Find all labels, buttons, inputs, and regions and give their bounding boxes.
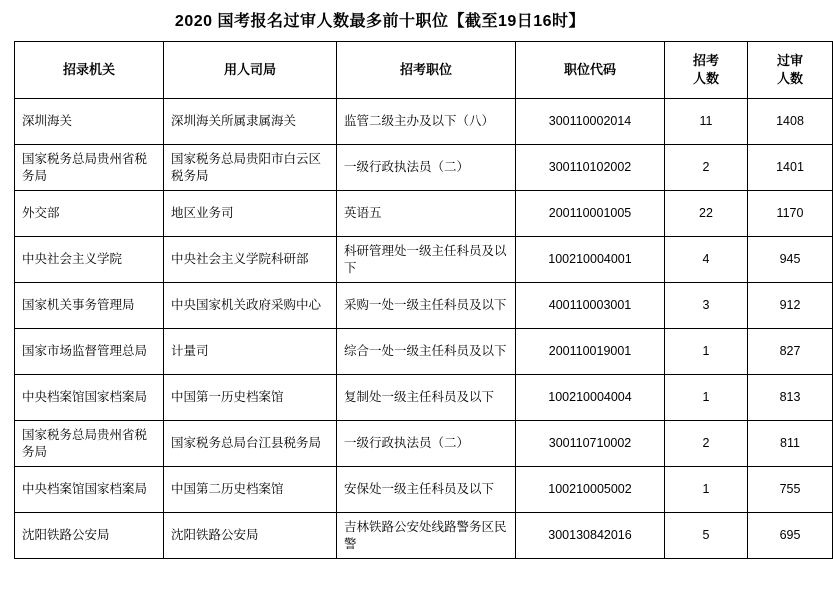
cell-recruit: 11: [665, 99, 748, 145]
cell-post: 安保处一级主任科员及以下: [337, 467, 516, 513]
table-row: [15, 375, 833, 421]
cell-post: 吉林铁路公安处线路警务区民警: [337, 513, 516, 559]
cell-org: 国家市场监督管理总局: [15, 329, 164, 375]
cell-code: 300110102002: [516, 145, 665, 191]
column-header-org: 招录机关: [15, 42, 164, 99]
cell-recruit: 2: [665, 421, 748, 467]
cell-pass: 945: [748, 237, 833, 283]
cell-post: 复制处一级主任科员及以下: [337, 375, 516, 421]
table-header-row: [15, 42, 833, 99]
cell-dept: 沈阳铁路公安局: [164, 513, 337, 559]
cell-dept: 计量司: [164, 329, 337, 375]
cell-post: 科研管理处一级主任科员及以下: [337, 237, 516, 283]
cell-org: 深圳海关: [15, 99, 164, 145]
cell-code: 100210004004: [516, 375, 665, 421]
column-header-pass-count: [748, 42, 833, 99]
column-header-recruit-line1: 招考: [692, 53, 719, 69]
cell-code: 200110019001: [516, 329, 665, 375]
table-container: [0, 41, 804, 559]
column-header-recruit-line2: 人数: [692, 71, 719, 86]
cell-org: 外交部: [15, 191, 164, 237]
cell-code: 300110710002: [516, 421, 665, 467]
cell-dept: 中国第二历史档案馆: [164, 467, 337, 513]
column-header-code: 职位代码: [516, 42, 665, 99]
table-header: [15, 42, 833, 99]
cell-dept: 中央国家机关政府采购中心: [164, 283, 337, 329]
cell-pass: 755: [748, 467, 833, 513]
cell-code: 400110003001: [516, 283, 665, 329]
table-row: [15, 145, 833, 191]
cell-org: 中央社会主义学院: [15, 237, 164, 283]
column-header-pass-line1: 过审: [776, 53, 803, 69]
table-row: [15, 421, 833, 467]
column-header-pass-line2: 人数: [776, 71, 803, 86]
cell-dept: 中国第一历史档案馆: [164, 375, 337, 421]
table-row: [15, 329, 833, 375]
column-header-dept: 用人司局: [164, 42, 337, 99]
cell-pass: 912: [748, 283, 833, 329]
cell-dept: 地区业务司: [164, 191, 337, 237]
cell-recruit: 1: [665, 375, 748, 421]
cell-org: 国家税务总局贵州省税务局: [15, 145, 164, 191]
table-row: [15, 283, 833, 329]
cell-dept: 国家税务总局贵阳市白云区税务局: [164, 145, 337, 191]
cell-pass: 811: [748, 421, 833, 467]
cell-recruit: 22: [665, 191, 748, 237]
cell-pass: 813: [748, 375, 833, 421]
table-row: [15, 467, 833, 513]
cell-pass: 1170: [748, 191, 833, 237]
cell-org: 国家税务总局贵州省税务局: [15, 421, 164, 467]
cell-org: 沈阳铁路公安局: [15, 513, 164, 559]
cell-recruit: 5: [665, 513, 748, 559]
cell-recruit: 4: [665, 237, 748, 283]
cell-code: 300110002014: [516, 99, 665, 145]
cell-code: 300130842016: [516, 513, 665, 559]
cell-org: 中央档案馆国家档案局: [15, 375, 164, 421]
cell-code: 100210004001: [516, 237, 665, 283]
cell-post: 一级行政执法员（二）: [337, 421, 516, 467]
cell-post: 监管二级主办及以下（八）: [337, 99, 516, 145]
cell-org: 国家机关事务管理局: [15, 283, 164, 329]
cell-dept: 深圳海关所属隶属海关: [164, 99, 337, 145]
column-header-recruit-count: [665, 42, 748, 99]
cell-recruit: 1: [665, 329, 748, 375]
table-body: [15, 99, 833, 559]
cell-pass: 695: [748, 513, 833, 559]
cell-pass: 827: [748, 329, 833, 375]
cell-pass: 1401: [748, 145, 833, 191]
cell-code: 100210005002: [516, 467, 665, 513]
table-row: [15, 513, 833, 559]
column-header-post: 招考职位: [337, 42, 516, 99]
cell-recruit: 1: [665, 467, 748, 513]
table-row: [15, 99, 833, 145]
cell-recruit: 3: [665, 283, 748, 329]
cell-dept: 中央社会主义学院科研部: [164, 237, 337, 283]
cell-post: 采购一处一级主任科员及以下: [337, 283, 516, 329]
cell-post: 一级行政执法员（二）: [337, 145, 516, 191]
page-title: 2020 国考报名过审人数最多前十职位【截至19日16时】: [174, 13, 586, 30]
cell-org: 中央档案馆国家档案局: [15, 467, 164, 513]
cell-pass: 1408: [748, 99, 833, 145]
cell-post: 英语五: [337, 191, 516, 237]
cell-dept: 国家税务总局台江县税务局: [164, 421, 337, 467]
table-row: [15, 237, 833, 283]
cell-code: 200110001005: [516, 191, 665, 237]
table-row: [15, 191, 833, 237]
cell-recruit: 2: [665, 145, 748, 191]
cell-post: 综合一处一级主任科员及以下: [337, 329, 516, 375]
positions-table: [14, 41, 833, 559]
